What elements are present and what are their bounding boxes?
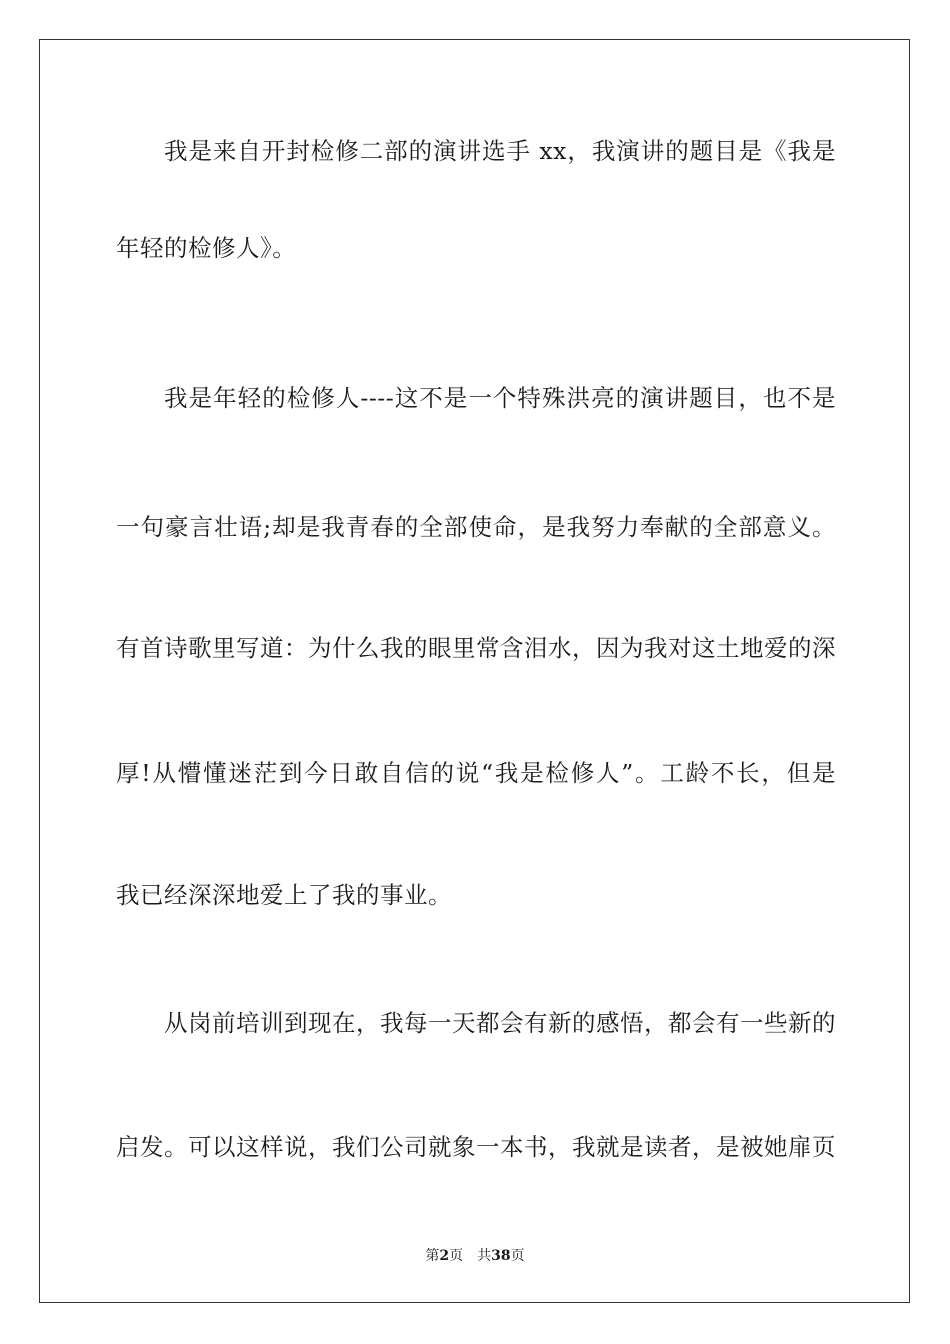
- page-suffix: 页: [449, 1248, 464, 1264]
- paragraph-line-3: 我是年轻的检修人----这不是一个特殊洪亮的演讲题目，也不是: [164, 384, 836, 412]
- page-prefix: 第: [425, 1248, 440, 1264]
- page-number: 2: [439, 1248, 450, 1264]
- total-prefix: 共: [477, 1248, 492, 1264]
- total-suffix: 页: [510, 1248, 525, 1264]
- paragraph-line-1: 我是来自开封检修二部的演讲选手 xx，我演讲的题目是《我是: [164, 137, 836, 165]
- paragraph-line-7: 我已经深深地爱上了我的事业。: [116, 881, 452, 909]
- paragraph-line-5: 有首诗歌里写道：为什么我的眼里常含泪水，因为我对这土地爱的深: [116, 634, 836, 662]
- page-border: [39, 39, 910, 1303]
- paragraph-line-9: 启发。可以这样说，我们公司就象一本书，我就是读者，是被她扉页: [116, 1133, 836, 1161]
- paragraph-line-2: 年轻的检修人》。: [116, 234, 297, 262]
- paragraph-line-6: 厚!从懵懂迷茫到今日敢自信的说“我是检修人”。工龄不长，但是: [116, 759, 836, 787]
- paragraph-line-8: 从岗前培训到现在，我每一天都会有新的感悟，都会有一些新的: [164, 1009, 836, 1037]
- paragraph-line-4: 一句豪言壮语;却是我青春的全部使命，是我努力奉献的全部意义。: [116, 513, 836, 541]
- total-pages: 38: [491, 1248, 511, 1264]
- page-footer: [0, 1246, 950, 1266]
